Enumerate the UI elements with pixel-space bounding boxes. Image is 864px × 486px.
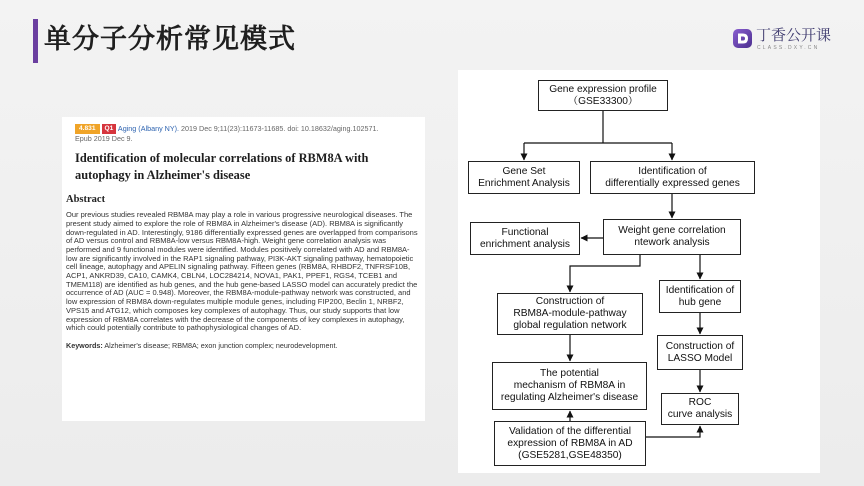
citation-details: 2019 Dec 9;11(23):11673-11685. doi: 10.18632/aging.102571. xyxy=(181,124,379,133)
abstract-heading: Abstract xyxy=(66,194,106,206)
node-line: Construction of xyxy=(535,296,605,307)
node-line: Enrichment Analysis xyxy=(478,177,570,189)
node-line: curve analysis xyxy=(667,409,733,420)
node-line: Identification of xyxy=(665,284,735,296)
node-line: RBM8A-module-pathway xyxy=(513,308,627,319)
node-line: ROC xyxy=(688,397,712,408)
flow-node-hub-gene xyxy=(659,280,741,313)
node-line: (GSE5281,GSE48350) xyxy=(518,449,622,461)
brand-logo xyxy=(733,25,848,55)
keywords-label: Keywords: xyxy=(66,340,103,350)
keywords-list: Alzheimer's disease; RBM8A; exon junction complex; neurodevelopment. xyxy=(104,340,338,350)
node-line: differentially expressed genes xyxy=(605,177,740,189)
title-accent-bar xyxy=(33,19,38,63)
node-line: Gene expression profile xyxy=(549,83,657,95)
node-line: Identification of xyxy=(638,165,707,177)
paper-abstract-card xyxy=(62,117,425,421)
flow-node-lasso-model xyxy=(657,335,743,370)
epub-date: Epub 2019 Dec 9. xyxy=(75,134,133,144)
node-line: regulating Alzheimer's disease xyxy=(500,392,639,403)
node-line: Construction of xyxy=(665,340,735,352)
node-line: hub gene xyxy=(678,296,722,308)
node-line: LASSO Model xyxy=(667,352,733,364)
citation-line xyxy=(75,123,419,134)
flow-node-gene-expression-profile xyxy=(538,80,668,111)
node-line: enrichment analysis xyxy=(479,238,571,250)
node-line: The potential xyxy=(540,368,599,379)
paper-title: Identification of molecular correlations of RBM8A with autophagy in Alzheimer's disease xyxy=(75,151,369,183)
flow-node-gsea xyxy=(468,161,580,194)
flowchart-panel xyxy=(458,70,820,473)
node-line: Functional xyxy=(501,226,549,238)
flow-node-roc-analysis xyxy=(661,393,739,425)
dxy-logo-icon xyxy=(733,29,752,48)
flow-node-functional-enrichment xyxy=(470,222,580,255)
logo-name: 丁香公开课 xyxy=(756,26,832,44)
node-line: （GSE33300） xyxy=(567,95,639,107)
flow-node-wgcna xyxy=(603,219,741,255)
keywords xyxy=(66,341,419,350)
flow-node-differential-genes xyxy=(590,161,755,194)
flow-node-validation xyxy=(494,421,646,466)
node-line: Weight gene correlation xyxy=(618,225,726,236)
impact-factor-badge: 4.831 xyxy=(75,124,100,134)
node-line: Validation of the differential xyxy=(509,425,631,437)
node-line: Gene Set xyxy=(502,165,546,177)
flow-node-potential-mechanism xyxy=(492,362,647,410)
node-line: mechanism of RBM8A in xyxy=(513,380,626,391)
journal-link[interactable]: Aging (Albany NY). xyxy=(117,124,180,133)
quartile-badge: Q1 xyxy=(102,124,117,134)
abstract-text: Our previous studies revealed RBM8A may play a role in various progressive neurological diseases. The present study aimed to explore the role of RBM8A in Alzheimer's disease (AD). RBM8A is significantly down-regulated in AD. Interestingly, 9186 differentially expressed genes are overlapped from comparisons of AD versus control and RBM8A-low versus RBM8A-high. Weight gene correlation analysis was performed and 9 functional modules were identified. Modules positively correlated with AD and RBM8A-low are significantly involved in the RAP1 signaling pathway, PI3K-AKT signaling pathway, hematopoietic cell lineage, autophagy and APELIN signaling pathway. Fifteen genes (RBM8A, RHBDF2, TNFRSF10B, ACP1, ANKRD39, CA10, CAMK4, CBLN4, LOC284214, NOVA1, PAK1, PPEF1, RGS4, TCEB1 and TMEM118) are identified as hub genes, and the hub gene-based LASSO model can accurately predict the occurrence of AD (AUC = 0.948). Moreover, the RBM8A-module-pathway network was constructed, and low expression of RBM8A down-regulates multiple module genes, including FIP200, Beclin 1, NRBF2, VPS15 and ATG12, which composes key complexes of autophagy. Thus, our study supports that low expression of RBM8A correlates with the decrease of the components of key complexes in autophagy, which could potentially contribute to pathophysiological changes of AD. xyxy=(66,210,418,333)
node-line: ntework analysis xyxy=(634,237,710,248)
logo-subtitle: CLASS.DXY.CN xyxy=(757,45,820,51)
slide-title: 单分子分析常见模式 xyxy=(44,24,296,55)
node-line: expression of RBM8A in AD xyxy=(507,437,633,449)
flow-node-regulation-network xyxy=(497,293,643,335)
node-line: global regulation network xyxy=(513,320,627,331)
